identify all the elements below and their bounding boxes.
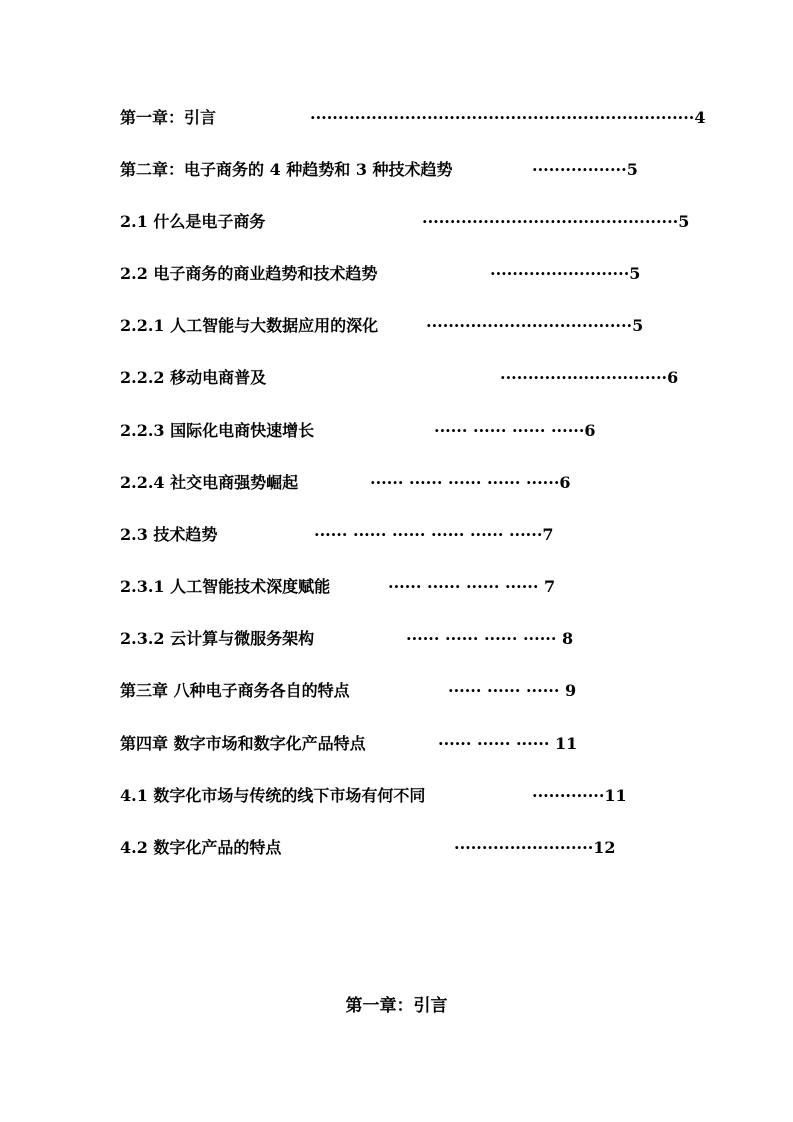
- toc-entry-title: 4.2 数字化产品的特点: [120, 838, 282, 857]
- toc-entry-title: 2.2.1 人工智能与大数据应用的深化: [120, 316, 379, 335]
- toc-entry-leader: ······ ······ ······ ······ ······ ······7: [314, 525, 554, 544]
- toc-entry-title: 2.2.4 社交电商强势崛起: [120, 473, 299, 492]
- toc-entry-title: 第四章 数字市场和数字化产品特点: [120, 734, 366, 753]
- toc-entry-leader: ·························12: [454, 838, 616, 857]
- toc-entry-title: 4.1 数字化市场与传统的线下市场有何不同: [120, 786, 426, 805]
- toc-entry-title: 2.2 电子商务的商业趋势和技术趋势: [120, 264, 378, 283]
- toc-entry-leader: ··············································5: [422, 212, 690, 231]
- toc-entry-leader: ·························5: [490, 264, 641, 283]
- toc-entry-leader: ······ ······ ······ 9: [448, 681, 577, 700]
- toc-entry-leader: ·················5: [532, 160, 638, 179]
- toc-entry-title: 2.3.1 人工智能技术深度赋能: [120, 577, 331, 596]
- toc-entry-leader: ······ ······ ······ ······ ······6: [370, 473, 571, 492]
- toc-entry-leader: ·············11: [532, 786, 627, 805]
- toc-entry-title: 第二章：电子商务的 4 种趋势和 3 种技术趋势: [120, 160, 453, 179]
- toc-entry-leader: ······ ······ ······ ······ 7: [388, 577, 556, 596]
- toc-entry-leader: ·····································································4: [310, 108, 706, 127]
- toc-entry-title: 第三章 八种电子商务各自的特点: [120, 681, 350, 700]
- toc-entry-title: 2.2.2 移动电商普及: [120, 368, 267, 387]
- toc-entry-title: 第一章：引言: [120, 108, 217, 127]
- toc-entry-title: 2.1 什么是电子商务: [120, 212, 266, 231]
- chapter-heading: 第一章：引言: [345, 996, 448, 1016]
- toc-entry-leader: ······ ······ ······ 11: [438, 734, 578, 753]
- toc-entry-leader: ······ ······ ······ ······ 8: [406, 629, 574, 648]
- toc-entry-leader: ·····································5: [426, 316, 644, 335]
- toc-entry-title: 2.3 技术趋势: [120, 525, 218, 544]
- toc-entry-leader: ······························6: [500, 368, 679, 387]
- toc-entry-title: 2.2.3 国际化电商快速增长: [120, 421, 315, 440]
- toc-entry-leader: ······ ······ ······ ······6: [434, 421, 596, 440]
- toc-entry-title: 2.3.2 云计算与微服务架构: [120, 629, 315, 648]
